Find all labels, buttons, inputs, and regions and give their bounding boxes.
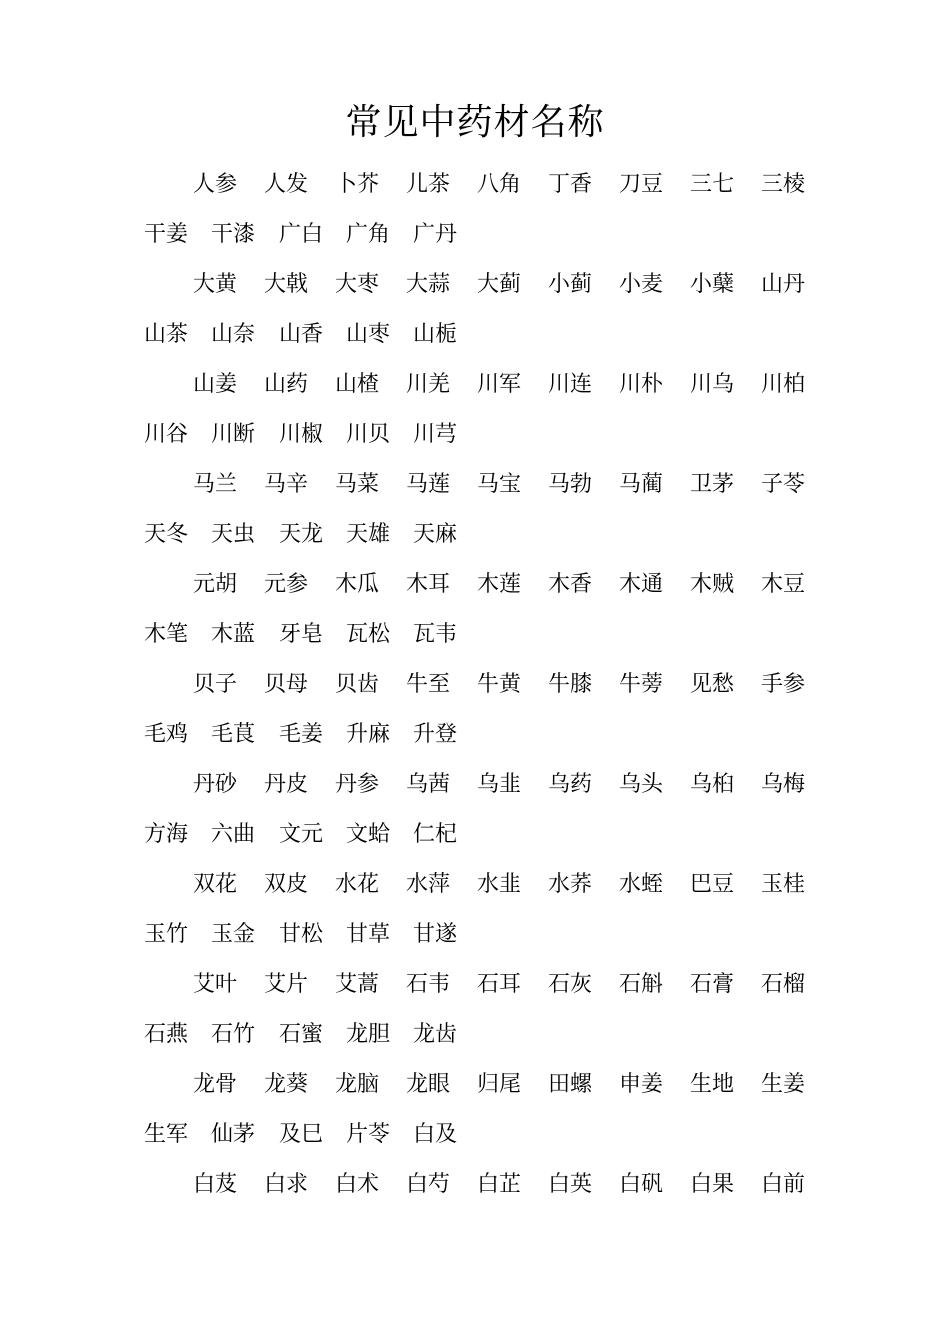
herb-name: 六曲 bbox=[211, 822, 256, 847]
herb-name: 木蓝 bbox=[211, 622, 256, 647]
herb-name: 艾蒿 bbox=[335, 972, 380, 997]
herb-paragraph bbox=[0, 460, 950, 560]
herb-name: 玉金 bbox=[211, 922, 256, 947]
herb-name: 石韦 bbox=[406, 972, 451, 997]
herb-name: 生地 bbox=[690, 1072, 735, 1097]
herb-name: 木瓜 bbox=[335, 572, 380, 597]
herb-name: 龙骨 bbox=[193, 1072, 238, 1097]
herb-name: 乌韭 bbox=[477, 772, 522, 797]
herb-name: 川柏 bbox=[761, 372, 806, 397]
herb-name: 人参 bbox=[193, 172, 238, 197]
herb-name: 升登 bbox=[413, 722, 458, 747]
herb-name: 川朴 bbox=[619, 372, 664, 397]
herb-name: 马宝 bbox=[477, 472, 522, 497]
herb-name: 龙葵 bbox=[264, 1072, 309, 1097]
herb-paragraph bbox=[0, 860, 950, 960]
herb-name: 山楂 bbox=[335, 372, 380, 397]
herb-name: 川谷 bbox=[144, 422, 189, 447]
herb-name: 白芨 bbox=[193, 1172, 238, 1197]
herb-name: 元胡 bbox=[193, 572, 238, 597]
herb-name: 瓦松 bbox=[346, 622, 391, 647]
herb-name: 三七 bbox=[690, 172, 735, 197]
herb-paragraph bbox=[0, 660, 950, 760]
page-title: 常见中药材名称 bbox=[345, 102, 605, 143]
herb-name: 水花 bbox=[335, 872, 380, 897]
herb-name: 方海 bbox=[144, 822, 189, 847]
herb-name: 白前 bbox=[761, 1172, 806, 1197]
herb-name: 小麦 bbox=[619, 272, 664, 297]
herb-paragraph bbox=[0, 1060, 950, 1160]
herb-name: 木通 bbox=[619, 572, 664, 597]
herb-name: 甘遂 bbox=[413, 922, 458, 947]
herb-name: 巴豆 bbox=[690, 872, 735, 897]
herb-name: 田螺 bbox=[548, 1072, 593, 1097]
herb-name: 广白 bbox=[279, 222, 324, 247]
herb-name: 白矾 bbox=[619, 1172, 664, 1197]
herb-name: 川椒 bbox=[279, 422, 324, 447]
herb-name: 石灰 bbox=[548, 972, 593, 997]
herb-name: 山药 bbox=[264, 372, 309, 397]
herb-name: 大枣 bbox=[335, 272, 380, 297]
herb-name: 山姜 bbox=[193, 372, 238, 397]
herb-name: 甘松 bbox=[279, 922, 324, 947]
herb-name: 片苓 bbox=[346, 1122, 391, 1147]
herb-paragraph bbox=[0, 360, 950, 460]
herb-name: 石蜜 bbox=[279, 1022, 324, 1047]
herb-name: 乌梅 bbox=[761, 772, 806, 797]
herb-name: 龙眼 bbox=[406, 1072, 451, 1097]
herb-name: 牙皂 bbox=[279, 622, 324, 647]
herb-name: 木豆 bbox=[761, 572, 806, 597]
herb-name: 天冬 bbox=[144, 522, 189, 547]
herb-name: 牛蒡 bbox=[619, 672, 664, 697]
herb-name: 川芎 bbox=[413, 422, 458, 447]
herb-name: 牛至 bbox=[406, 672, 451, 697]
herb-name: 子苓 bbox=[761, 472, 806, 497]
herb-paragraph bbox=[0, 760, 950, 860]
herb-name: 丹砂 bbox=[193, 772, 238, 797]
herb-name: 木贼 bbox=[690, 572, 735, 597]
herb-name: 天龙 bbox=[279, 522, 324, 547]
herb-name: 双花 bbox=[193, 872, 238, 897]
herb-name: 卫茅 bbox=[690, 472, 735, 497]
herb-name: 毛茛 bbox=[211, 722, 256, 747]
herb-name: 乌药 bbox=[548, 772, 593, 797]
herb-name: 石斛 bbox=[619, 972, 664, 997]
herb-name: 贝齿 bbox=[335, 672, 380, 697]
herb-name: 水萍 bbox=[406, 872, 451, 897]
herb-name: 刀豆 bbox=[619, 172, 664, 197]
herb-name: 马辛 bbox=[264, 472, 309, 497]
herb-name: 大黄 bbox=[193, 272, 238, 297]
herb-name: 干姜 bbox=[144, 222, 189, 247]
herb-name: 文元 bbox=[279, 822, 324, 847]
herb-name: 川贝 bbox=[346, 422, 391, 447]
herb-name: 牛黄 bbox=[477, 672, 522, 697]
herb-name: 山丹 bbox=[761, 272, 806, 297]
herb-name: 山栀 bbox=[413, 322, 458, 347]
herb-name: 石耳 bbox=[477, 972, 522, 997]
herb-name: 马菜 bbox=[335, 472, 380, 497]
herb-name: 广角 bbox=[346, 222, 391, 247]
herb-name: 申姜 bbox=[619, 1072, 664, 1097]
herb-name: 广丹 bbox=[413, 222, 458, 247]
herb-name: 石膏 bbox=[690, 972, 735, 997]
herb-name: 丹皮 bbox=[264, 772, 309, 797]
herb-name: 甘草 bbox=[346, 922, 391, 947]
herb-name: 马蔺 bbox=[619, 472, 664, 497]
herb-name: 石榴 bbox=[761, 972, 806, 997]
herb-name: 艾叶 bbox=[193, 972, 238, 997]
herb-name: 玉桂 bbox=[761, 872, 806, 897]
herb-name: 山枣 bbox=[346, 322, 391, 347]
herb-name: 白英 bbox=[548, 1172, 593, 1197]
herb-name: 大戟 bbox=[264, 272, 309, 297]
herb-name: 马兰 bbox=[193, 472, 238, 497]
herb-name: 人发 bbox=[264, 172, 309, 197]
herb-name: 白果 bbox=[690, 1172, 735, 1197]
herb-paragraph bbox=[0, 960, 950, 1060]
herb-name: 水蛭 bbox=[619, 872, 664, 897]
herb-name: 儿茶 bbox=[406, 172, 451, 197]
herb-name: 干漆 bbox=[211, 222, 256, 247]
herb-name: 川连 bbox=[548, 372, 593, 397]
herb-name: 川军 bbox=[477, 372, 522, 397]
herb-name: 仙茅 bbox=[211, 1122, 256, 1147]
herb-name: 天虫 bbox=[211, 522, 256, 547]
herb-name: 毛姜 bbox=[279, 722, 324, 747]
herb-name: 天雄 bbox=[346, 522, 391, 547]
herb-paragraph bbox=[0, 160, 950, 260]
herb-name: 生姜 bbox=[761, 1072, 806, 1097]
herb-paragraph bbox=[0, 560, 950, 660]
herb-name: 小蘖 bbox=[690, 272, 735, 297]
herb-name: 仁杞 bbox=[413, 822, 458, 847]
herb-name: 石燕 bbox=[144, 1022, 189, 1047]
herb-name: 白及 bbox=[413, 1122, 458, 1147]
herb-name: 乌茜 bbox=[406, 772, 451, 797]
herb-name: 生军 bbox=[144, 1122, 189, 1147]
herb-name: 瓦韦 bbox=[413, 622, 458, 647]
herb-name: 牛膝 bbox=[548, 672, 593, 697]
herb-name: 见愁 bbox=[690, 672, 735, 697]
herb-name: 山茶 bbox=[144, 322, 189, 347]
herb-name: 水荞 bbox=[548, 872, 593, 897]
herb-name: 木笔 bbox=[144, 622, 189, 647]
herb-name: 及巳 bbox=[279, 1122, 324, 1147]
herb-name: 木耳 bbox=[406, 572, 451, 597]
herb-name: 丹参 bbox=[335, 772, 380, 797]
herb-name: 白芍 bbox=[406, 1172, 451, 1197]
herb-name: 丁香 bbox=[548, 172, 593, 197]
herb-name: 卜芥 bbox=[335, 172, 380, 197]
herb-name: 川断 bbox=[211, 422, 256, 447]
herb-name: 白芷 bbox=[477, 1172, 522, 1197]
herb-name: 双皮 bbox=[264, 872, 309, 897]
herb-name: 山香 bbox=[279, 322, 324, 347]
herb-name: 毛鸡 bbox=[144, 722, 189, 747]
herb-name: 贝母 bbox=[264, 672, 309, 697]
herb-name: 马勃 bbox=[548, 472, 593, 497]
herb-name: 小蓟 bbox=[548, 272, 593, 297]
herb-name: 升麻 bbox=[346, 722, 391, 747]
herb-name: 贝子 bbox=[193, 672, 238, 697]
herb-name: 乌桕 bbox=[690, 772, 735, 797]
herb-name: 川乌 bbox=[690, 372, 735, 397]
herb-name: 石竹 bbox=[211, 1022, 256, 1047]
herb-name: 白术 bbox=[335, 1172, 380, 1197]
herb-name: 川羌 bbox=[406, 372, 451, 397]
herb-name: 水韭 bbox=[477, 872, 522, 897]
herb-name: 龙齿 bbox=[413, 1022, 458, 1047]
herb-name: 大蒜 bbox=[406, 272, 451, 297]
herb-name: 归尾 bbox=[477, 1072, 522, 1097]
herb-name: 天麻 bbox=[413, 522, 458, 547]
herb-paragraph bbox=[0, 1160, 950, 1260]
herb-list bbox=[0, 160, 950, 1260]
herb-name: 大蓟 bbox=[477, 272, 522, 297]
herb-name: 白求 bbox=[264, 1172, 309, 1197]
herb-name: 三棱 bbox=[761, 172, 806, 197]
herb-name: 文蛤 bbox=[346, 822, 391, 847]
herb-name: 八角 bbox=[477, 172, 522, 197]
herb-name: 元参 bbox=[264, 572, 309, 597]
herb-name: 木莲 bbox=[477, 572, 522, 597]
herb-paragraph bbox=[0, 260, 950, 360]
herb-name: 玉竹 bbox=[144, 922, 189, 947]
herb-name: 艾片 bbox=[264, 972, 309, 997]
herb-name: 手参 bbox=[761, 672, 806, 697]
herb-name: 山奈 bbox=[211, 322, 256, 347]
herb-name: 乌头 bbox=[619, 772, 664, 797]
herb-name: 龙脑 bbox=[335, 1072, 380, 1097]
herb-name: 龙胆 bbox=[346, 1022, 391, 1047]
herb-name: 马莲 bbox=[406, 472, 451, 497]
herb-name: 木香 bbox=[548, 572, 593, 597]
